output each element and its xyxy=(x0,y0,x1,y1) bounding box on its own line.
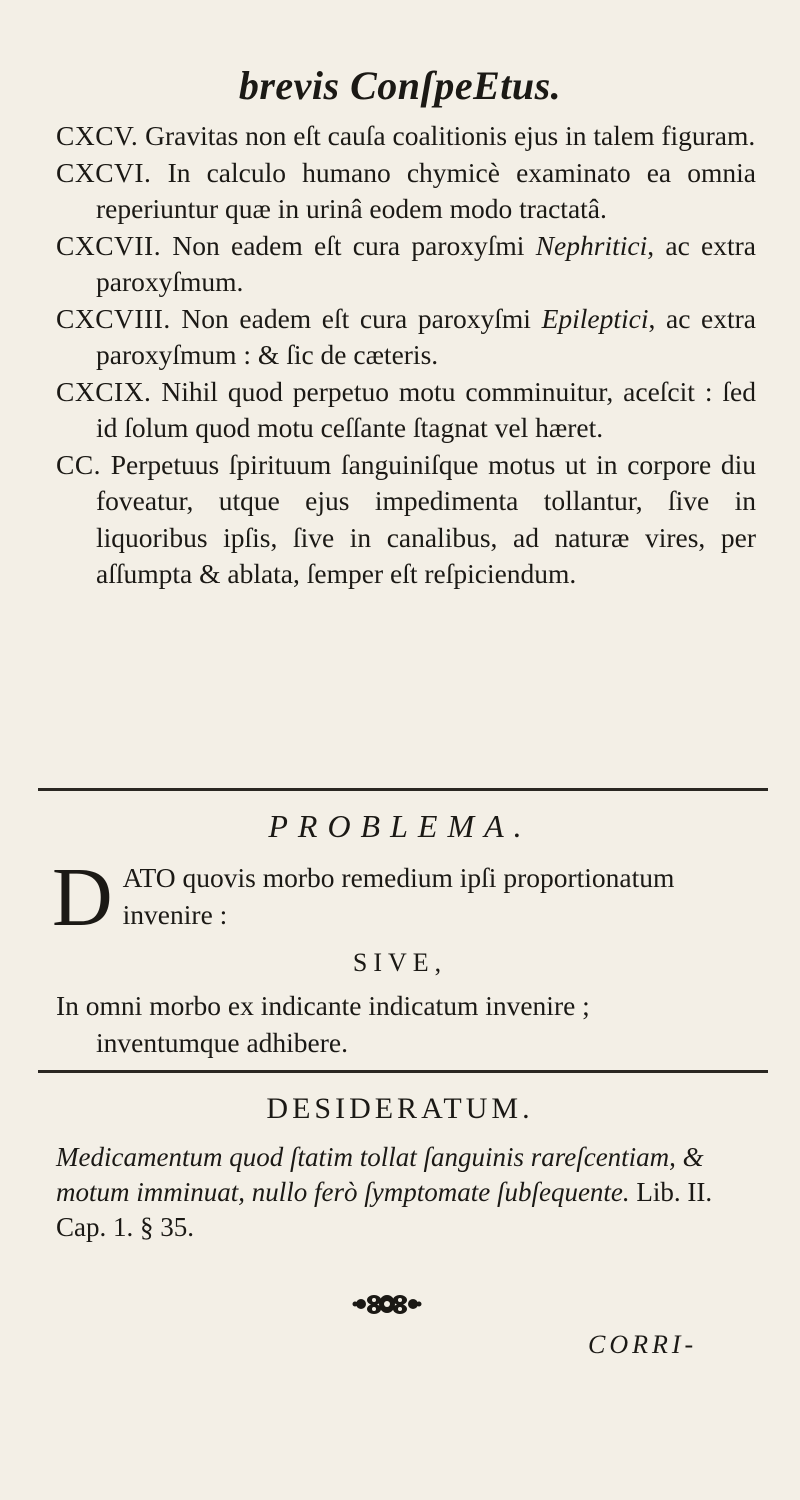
aphorism-cxcviii xyxy=(56,301,756,374)
aphorism-italic-term: Epileptici xyxy=(541,302,649,334)
aphorism-number: CXCVI. xyxy=(56,156,152,188)
aphorism-text-end: , ac extra paroxyſmum : & ſic de cæteris. xyxy=(96,302,757,370)
aphorism-number: CXCVIII. xyxy=(56,302,171,334)
drop-cap: D xyxy=(52,851,113,944)
problema-alternative xyxy=(56,988,766,1061)
desideratum-text-block xyxy=(56,1140,766,1245)
aphorism-number: CXCV. xyxy=(56,120,139,151)
aphorism-list xyxy=(56,118,756,593)
divider-rule xyxy=(38,1070,768,1073)
sive-label: SIVE, xyxy=(352,948,448,977)
aphorism-cxcix xyxy=(56,374,756,447)
aphorism-text: In calculo humano chymicè examinato ea omnia reperiuntur quæ in urinâ eodem modo tractatâ. xyxy=(96,156,756,224)
problema-alt-line1: In omni morbo ex indicante indicatum invenire ; xyxy=(56,990,590,1021)
aphorism-number: CC. xyxy=(56,448,102,480)
desideratum-reference: Lib. II. Cap. 1. § 35. xyxy=(56,1177,713,1242)
aphorism-text: Perpetuus ſpirituum ſanguiniſque motus ut in corpore diu foveatur, utque ejus impedimenta tollantur, ſive in liquoribus ipſis, ſive in canalibus, ad naturæ vires, per aſſumpta & ablata, ſemper eſt reſpiciendum. xyxy=(96,448,757,589)
problema-alt-line2: inventumque adhibere. xyxy=(96,1026,348,1058)
problema-text: ATO quovis morbo remedium ipſi proportionatum invenire : xyxy=(122,862,675,930)
aphorism-cxcv xyxy=(56,118,756,155)
aphorism-cc xyxy=(56,447,756,593)
aphorism-text: Non eadem eſt cura paroxyſmi xyxy=(181,302,531,334)
aphorism-number: CXCIX. xyxy=(56,375,152,407)
aphorism-text: Non eadem eſt cura paroxyſmi xyxy=(172,229,525,261)
running-header: brevis ConſpeEtus. xyxy=(238,63,562,108)
catchword: CORRI- xyxy=(588,1330,698,1359)
problema-heading: PROBLEMA. xyxy=(268,808,532,844)
desideratum-heading: DESIDERATUM. xyxy=(266,1092,534,1125)
aphorism-italic-term: Nephritici xyxy=(535,229,648,261)
aphorism-text: Nihil quod perpetuo motu comminuitur, aceſcit : ſed id ſolum quod motu ceſſante ſtagnat vel hæret. xyxy=(96,375,757,443)
problema-statement xyxy=(52,851,766,944)
aphorism-text: Gravitas non eſt cauſa coalitionis ejus in talem figuram. xyxy=(145,120,756,151)
aphorism-cxcvi xyxy=(56,155,756,228)
divider-rule xyxy=(38,788,768,791)
ornament-icon xyxy=(352,1288,422,1320)
aphorism-text-end: , ac extra paroxyſmum. xyxy=(96,229,757,297)
desideratum-text: Medicamentum quod ſtatim tollat ſanguinis rareſcentiam, & motum imminuat, nullo ferò ſymptomate ſubſequente. xyxy=(56,1142,704,1207)
aphorism-number: CXCVII. xyxy=(56,229,162,261)
aphorism-cxcvii xyxy=(56,228,756,301)
